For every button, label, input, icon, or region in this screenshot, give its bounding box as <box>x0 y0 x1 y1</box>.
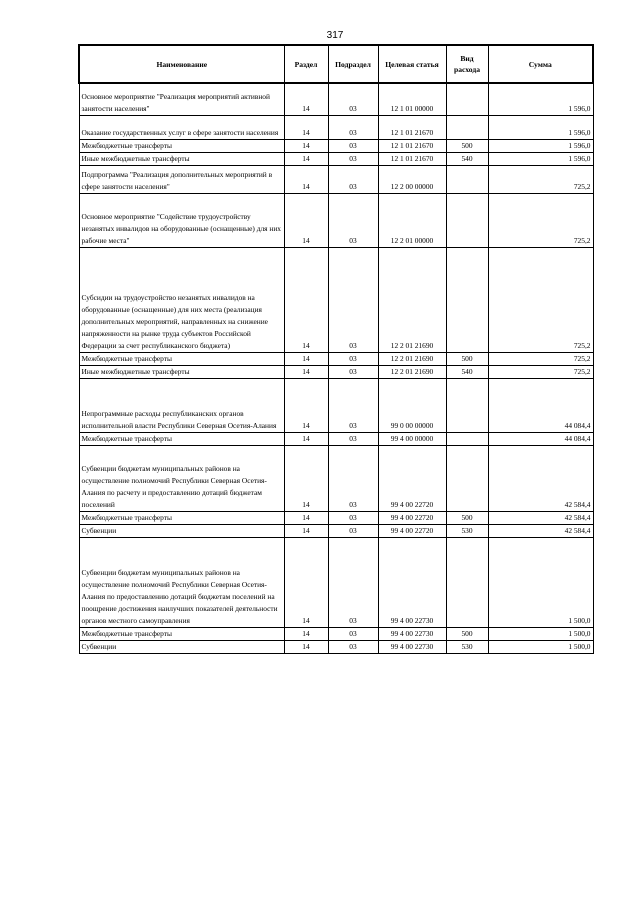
cell-section: 14 <box>284 193 328 247</box>
header-subsection: Подраздел <box>328 45 378 83</box>
cell-subsection: 03 <box>328 524 378 537</box>
cell-target: 12 2 01 21690 <box>378 247 446 352</box>
cell-name: Основное мероприятие "Реализация мероприятий активной занятости населения" <box>79 83 284 115</box>
budget-table <box>78 44 594 654</box>
cell-section: 14 <box>284 627 328 640</box>
cell-target: 99 4 00 22720 <box>378 445 446 511</box>
cell-name: Иные межбюджетные трансферты <box>79 152 284 165</box>
cell-type: 530 <box>446 524 488 537</box>
cell-subsection: 03 <box>328 511 378 524</box>
cell-target: 12 1 01 21670 <box>378 115 446 139</box>
cell-target: 12 1 01 00000 <box>378 83 446 115</box>
cell-section: 14 <box>284 432 328 445</box>
cell-subsection: 03 <box>328 165 378 193</box>
cell-target: 99 4 00 22730 <box>378 627 446 640</box>
cell-name: Основное мероприятие "Содействие трудоустройству незанятых инвалидов на оборудованные (оснащенные) для них рабочие места" <box>79 193 284 247</box>
cell-section: 14 <box>284 139 328 152</box>
cell-target: 99 0 00 00000 <box>378 378 446 432</box>
cell-type: 500 <box>446 627 488 640</box>
cell-sum: 725,2 <box>488 193 593 247</box>
cell-sum: 1 500,0 <box>488 640 593 653</box>
cell-sum: 1 596,0 <box>488 152 593 165</box>
cell-target: 12 1 01 21670 <box>378 139 446 152</box>
cell-subsection: 03 <box>328 247 378 352</box>
cell-sum: 42 584,4 <box>488 524 593 537</box>
cell-subsection: 03 <box>328 352 378 365</box>
cell-subsection: 03 <box>328 640 378 653</box>
cell-sum: 725,2 <box>488 365 593 378</box>
table-row <box>79 445 593 511</box>
table-row <box>79 352 593 365</box>
cell-section: 14 <box>284 152 328 165</box>
cell-name: Подпрограмма "Реализация дополнительных мероприятий в сфере занятости населения" <box>79 165 284 193</box>
cell-name: Субсидии на трудоустройство незанятых инвалидов на оборудованные (оснащенные) для них места (реализация дополнительных мероприятий, направленных на снижение напряженности на рынке труда субъектов Российской Федерации за счет республиканского бюджета) <box>79 247 284 352</box>
table-row <box>79 365 593 378</box>
cell-name: Межбюджетные трансферты <box>79 139 284 152</box>
cell-sum: 1 596,0 <box>488 83 593 115</box>
cell-subsection: 03 <box>328 432 378 445</box>
cell-name: Межбюджетные трансферты <box>79 432 284 445</box>
table-row <box>79 511 593 524</box>
table-row <box>79 432 593 445</box>
table-row <box>79 537 593 627</box>
table-row <box>79 524 593 537</box>
cell-sum: 42 584,4 <box>488 511 593 524</box>
cell-sum: 725,2 <box>488 247 593 352</box>
cell-target: 99 4 00 22730 <box>378 537 446 627</box>
cell-sum: 44 084,4 <box>488 378 593 432</box>
cell-target: 99 4 00 22720 <box>378 511 446 524</box>
cell-sum: 1 500,0 <box>488 537 593 627</box>
cell-type <box>446 83 488 115</box>
table-body <box>79 83 593 653</box>
cell-sum: 725,2 <box>488 352 593 365</box>
cell-type <box>446 247 488 352</box>
cell-type <box>446 445 488 511</box>
cell-section: 14 <box>284 537 328 627</box>
cell-target: 12 2 01 21690 <box>378 365 446 378</box>
cell-subsection: 03 <box>328 152 378 165</box>
cell-name: Межбюджетные трансферты <box>79 627 284 640</box>
cell-type: 540 <box>446 152 488 165</box>
cell-subsection: 03 <box>328 193 378 247</box>
table-row <box>79 627 593 640</box>
cell-target: 99 4 00 22730 <box>378 640 446 653</box>
page-number: 317 <box>326 30 344 41</box>
header-target: Целевая статья <box>378 45 446 83</box>
header-type: Вид расхода <box>446 45 488 83</box>
header-sum: Сумма <box>488 45 593 83</box>
table-row <box>79 193 593 247</box>
cell-section: 14 <box>284 83 328 115</box>
cell-name: Межбюджетные трансферты <box>79 511 284 524</box>
cell-name: Субвенции бюджетам муниципальных районов на осуществление полномочий Республики Северная Осетия-Алания по предоставлению дотаций бюджетам поселений на поощрение достижения наилучших показателей деятельности органов местного самоуправления <box>79 537 284 627</box>
cell-target: 12 1 01 21670 <box>378 152 446 165</box>
cell-type: 530 <box>446 640 488 653</box>
table-row <box>79 115 593 139</box>
table-row <box>79 139 593 152</box>
cell-subsection: 03 <box>328 627 378 640</box>
cell-type <box>446 165 488 193</box>
table-row <box>79 247 593 352</box>
cell-target: 12 2 01 00000 <box>378 193 446 247</box>
cell-subsection: 03 <box>328 537 378 627</box>
cell-name: Субвенции <box>79 524 284 537</box>
cell-name: Непрограммные расходы республиканских органов исполнительной власти Республики Северная Осетия-Алания <box>79 378 284 432</box>
cell-name: Межбюджетные трансферты <box>79 352 284 365</box>
cell-sum: 42 584,4 <box>488 445 593 511</box>
cell-section: 14 <box>284 378 328 432</box>
cell-subsection: 03 <box>328 83 378 115</box>
cell-target: 99 4 00 00000 <box>378 432 446 445</box>
cell-type <box>446 115 488 139</box>
cell-subsection: 03 <box>328 365 378 378</box>
header-section: Раздел <box>284 45 328 83</box>
header-row <box>79 45 593 83</box>
cell-type: 500 <box>446 139 488 152</box>
cell-type <box>446 537 488 627</box>
cell-section: 14 <box>284 165 328 193</box>
cell-type <box>446 378 488 432</box>
table-row <box>79 378 593 432</box>
table-row <box>79 152 593 165</box>
cell-section: 14 <box>284 115 328 139</box>
cell-subsection: 03 <box>328 115 378 139</box>
cell-section: 14 <box>284 352 328 365</box>
cell-target: 12 2 00 00000 <box>378 165 446 193</box>
cell-subsection: 03 <box>328 139 378 152</box>
table-row <box>79 640 593 653</box>
cell-type <box>446 193 488 247</box>
cell-sum: 1 596,0 <box>488 115 593 139</box>
cell-sum: 1 596,0 <box>488 139 593 152</box>
cell-section: 14 <box>284 365 328 378</box>
cell-type <box>446 432 488 445</box>
cell-name: Иные межбюджетные трансферты <box>79 365 284 378</box>
table-row <box>79 83 593 115</box>
cell-type: 500 <box>446 511 488 524</box>
cell-name: Оказание государственных услуг в сфере занятости населения <box>79 115 284 139</box>
cell-section: 14 <box>284 640 328 653</box>
cell-sum: 1 500,0 <box>488 627 593 640</box>
cell-section: 14 <box>284 511 328 524</box>
cell-name: Субвенции <box>79 640 284 653</box>
cell-type: 500 <box>446 352 488 365</box>
cell-subsection: 03 <box>328 445 378 511</box>
header-name: Наименование <box>79 45 284 83</box>
cell-type: 540 <box>446 365 488 378</box>
cell-section: 14 <box>284 524 328 537</box>
cell-name: Субвенции бюджетам муниципальных районов на осуществление полномочий Республики Северная Осетия-Алания по расчету и предоставлению дотаций бюджетам поселений <box>79 445 284 511</box>
cell-target: 99 4 00 22720 <box>378 524 446 537</box>
cell-section: 14 <box>284 247 328 352</box>
cell-section: 14 <box>284 445 328 511</box>
cell-sum: 44 084,4 <box>488 432 593 445</box>
table-row <box>79 165 593 193</box>
cell-sum: 725,2 <box>488 165 593 193</box>
cell-target: 12 2 01 21690 <box>378 352 446 365</box>
cell-subsection: 03 <box>328 378 378 432</box>
